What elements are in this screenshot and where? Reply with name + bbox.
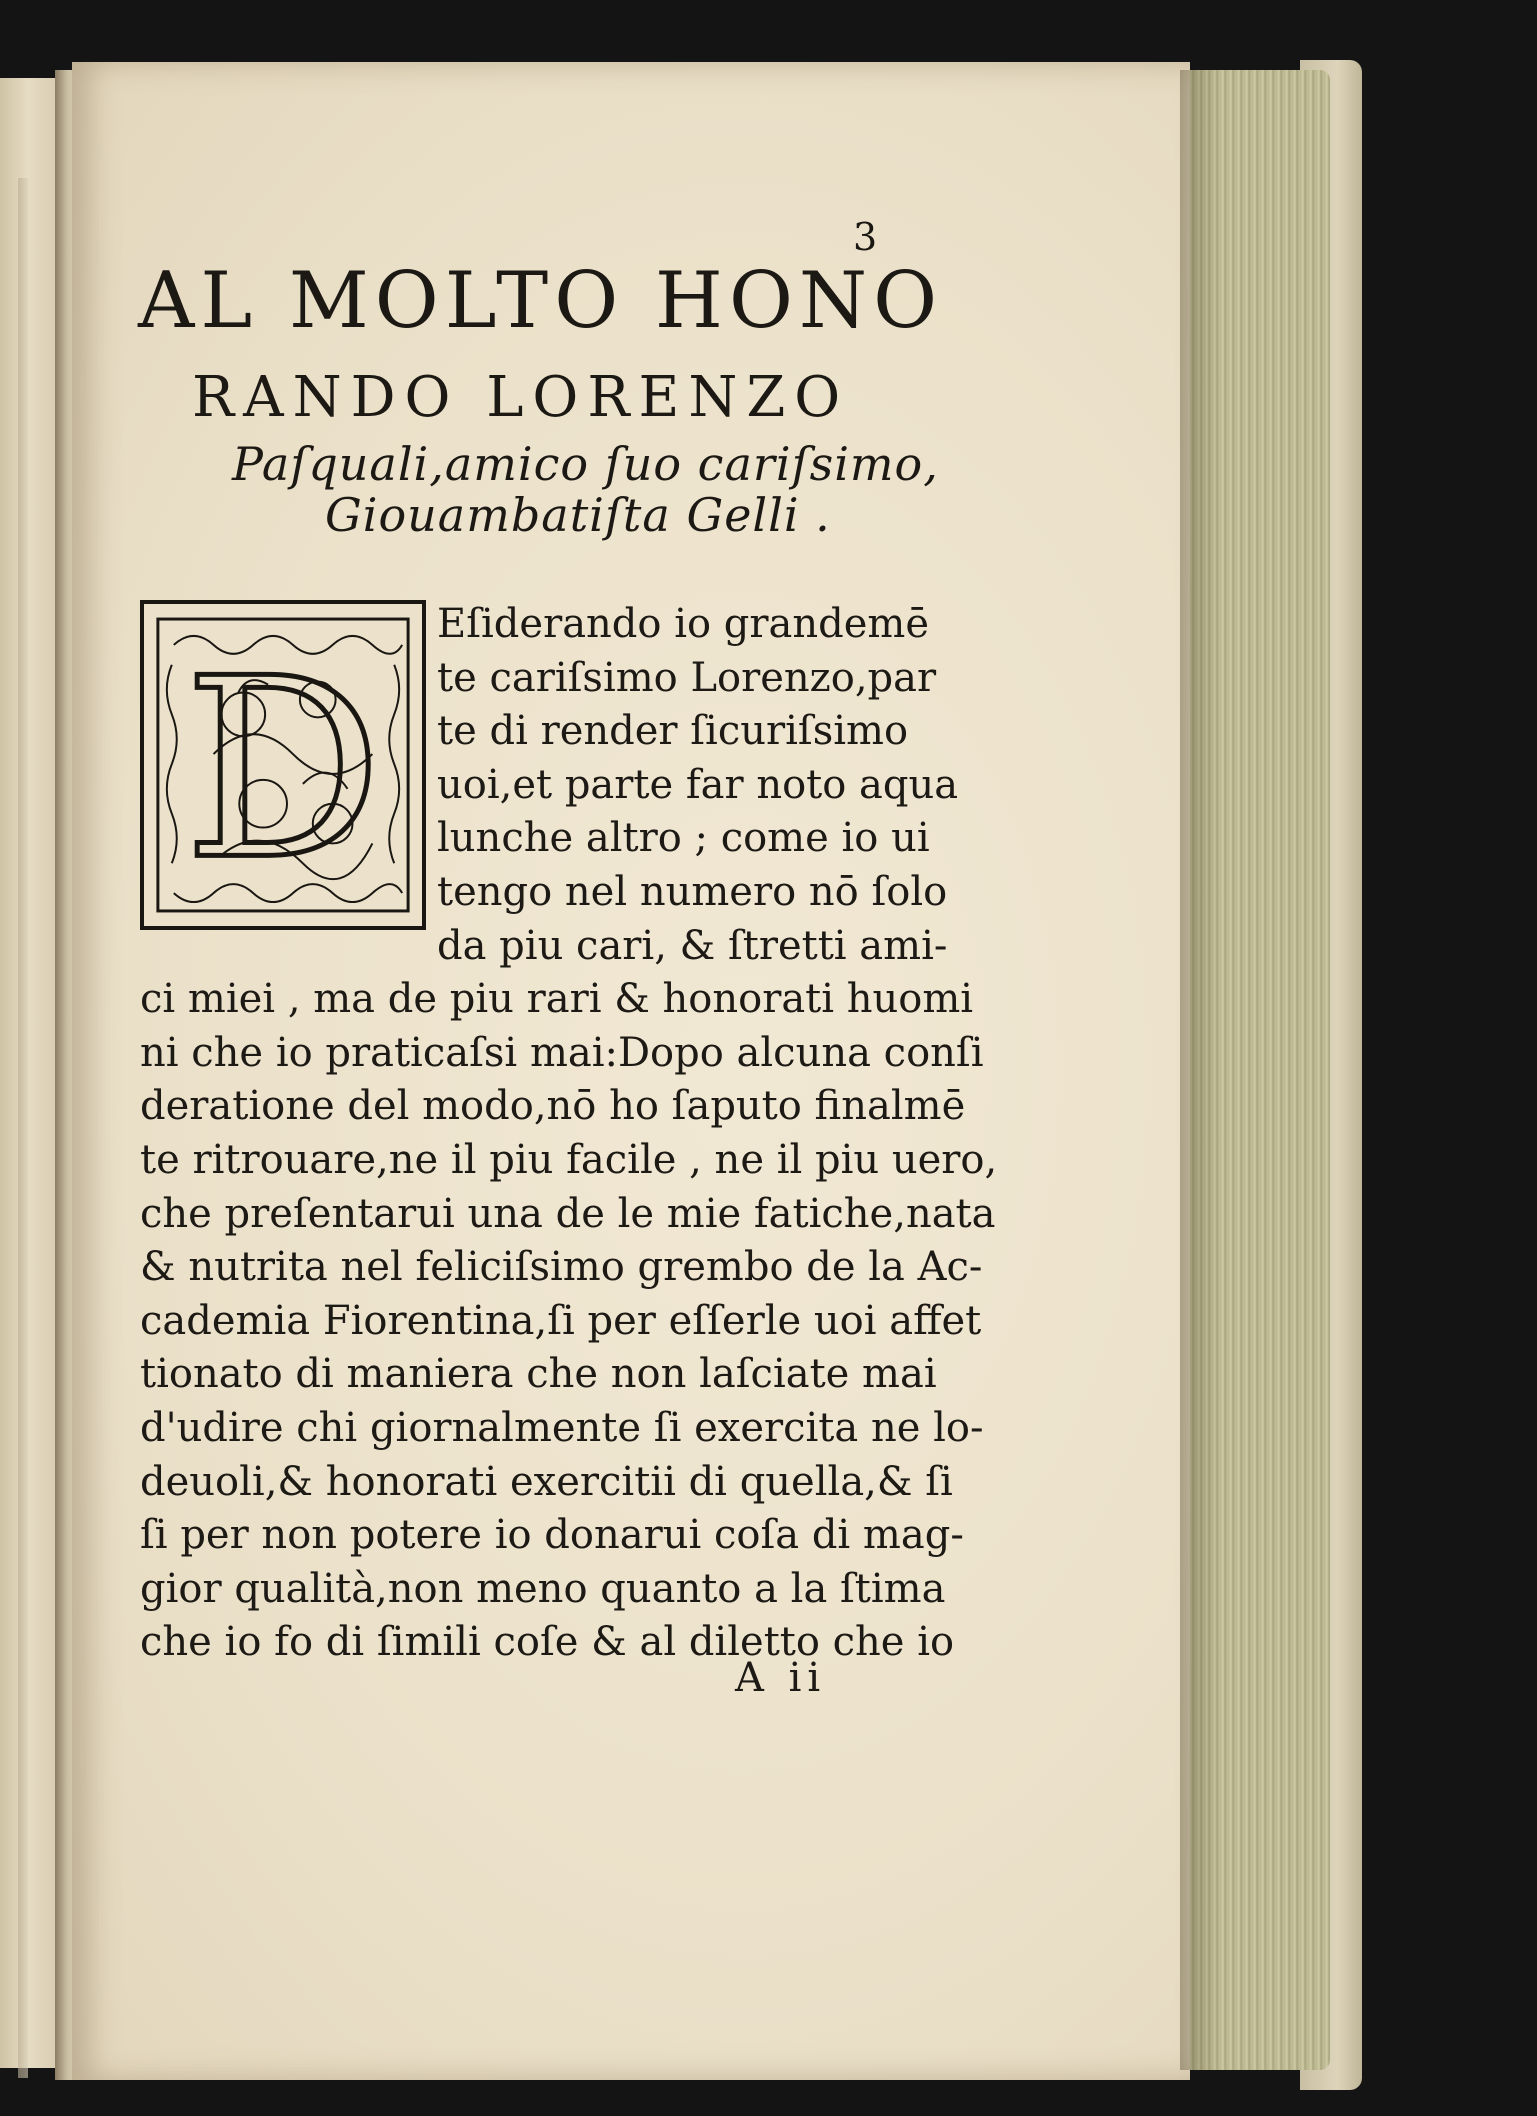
text-line: deratione del modo,nō ho ſaputo finalmē <box>140 1083 966 1130</box>
text-line: che preſentarui una de le mie fatiche,nata <box>140 1190 996 1237</box>
text-line: tengo nel numero nō ſolo <box>437 868 948 915</box>
title-line-4: Giouambatiſta Gelli . <box>325 488 831 542</box>
signature-mark: A ii <box>735 1655 827 1701</box>
text-line: & nutrita nel feliciſsimo grembo de la Ac- <box>140 1244 983 1291</box>
text-line: lunche altro ; come io ui <box>437 815 930 862</box>
text-line: da piu cari, & ſtretti ami- <box>437 922 948 969</box>
text-line: gior qualità,non meno quanto a la ſtima <box>140 1565 946 1612</box>
text-line: deuoli,& honorati exercitii di quella,& ſi <box>140 1458 953 1505</box>
text-line: te ritrouare,ne il piu facile , ne il piu uero, <box>140 1136 998 1183</box>
title-line-1: AL MOLTO HONO <box>138 256 944 346</box>
initial-letter: D <box>183 625 383 915</box>
text-line: ni che io praticaſsi mai:Dopo alcuna conſi <box>140 1029 984 1076</box>
text-line: ci miei , ma de piu rari & honorati huomi <box>140 976 974 1023</box>
body-text <box>140 598 998 1670</box>
text-line: ſi per non potere io donarui coſa di mag- <box>140 1512 964 1559</box>
page-number: 3 <box>853 215 878 259</box>
text-line: Eſiderando io grandemē <box>437 601 930 647</box>
text-line: te cariſsimo Lorenzo,par <box>437 654 937 701</box>
text-line: d'udire chi giornalmente ſi exercita ne lo- <box>140 1404 984 1451</box>
left-page-edge <box>0 78 62 2068</box>
title-line-3: Paſquali,amico ſuo cariſsimo, <box>232 437 939 491</box>
text-line: tionato di maniera che non laſciate mai <box>140 1351 937 1398</box>
text-line: te di render ſicuriſsimo <box>437 708 909 755</box>
text-line: uoi,et parte far noto aqua <box>437 761 959 808</box>
text-line: che io fo di ſimili coſe & al diletto che io <box>140 1619 955 1666</box>
left-page-shadow <box>18 178 28 2078</box>
title-line-2: RANDO LORENZO <box>192 365 850 430</box>
text-line: cademia Fiorentina,ſi per eſſerle uoi affet <box>140 1297 982 1344</box>
